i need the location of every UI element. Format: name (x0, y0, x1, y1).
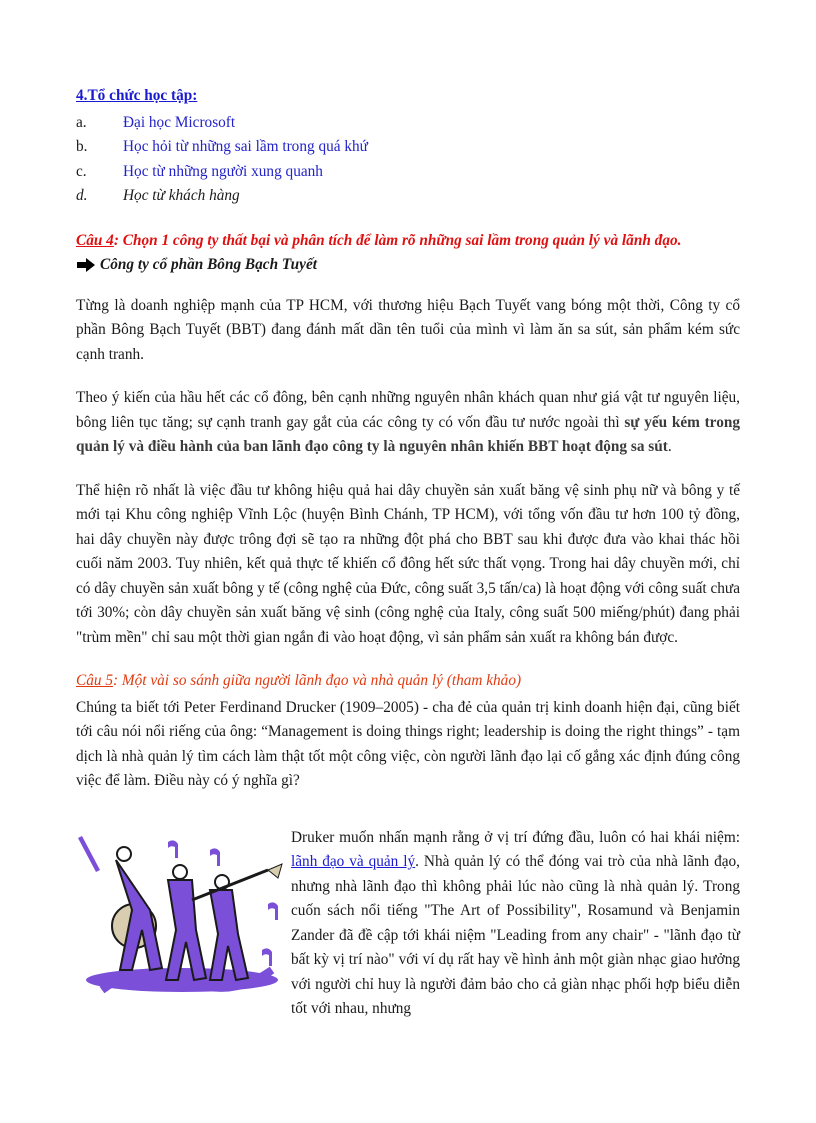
document-page (76, 84, 740, 1037)
list-item: d. Học từ khách hàng (76, 187, 240, 204)
learning-list (76, 111, 740, 209)
question-4 (76, 229, 740, 254)
arrow-right-icon (76, 257, 96, 273)
section-heading: 4.Tổ chức học tập: (76, 87, 198, 104)
paragraph-2: Theo ý kiến của hầu hết các cổ đông, bên cạnh những nguyên nhân khách quan như giá vật tư nguyên liệu, bông liên tục tăng; sự cạnh tranh gay gắt của các công ty có vốn đầu tư nước ngoài thì sự yếu kém trong quản lý và điều hành của ban lãnh đạo công ty là nguyên nhân khiến BBT hoạt động sa sút. (76, 389, 740, 455)
paragraph-3: Thể hiện rõ nhất là việc đầu tư không hiệu quả hai dây chuyền sản xuất băng vệ sinh phụ nữ và bông y tế mới tại Khu công nghiệp Vĩnh Lộc (huyện Bình Chánh, TP HCM), với tổng vốn đầu tư hơn 100 tỷ đồng, hai dây chuyền này được trông đợi sẽ tạo ra những đột phá cho BBT sau khi được đưa vào khai thác hồi cuối năm 2003. Tuy nhiên, kết quả thực tế khiến cổ đông hết sức thất vọng. Trong hai dây chuyền mới, chỉ có dây chuyền sản xuất bông y tế (công nghệ của Đức, công suất 3,5 tấn/ca) là hoạt động với công suất chưa tới 30%; còn dây chuyền sản xuất băng vệ sinh (công nghệ của Italy, công suất 500 miếng/phút) đang phải "trùm mền" chỉ sau một thời gian ngắn đi vào hoạt động, vì sản phẩm sản xuất ra không bán được. (76, 481, 740, 646)
question-5 (76, 669, 740, 694)
question-4-text: : Chọn 1 công ty thất bại và phân tích để làm rõ những sai lầm trong quản lý và lãnh đạo. (113, 231, 682, 249)
list-item: b. Học hỏi từ những sai lầm trong quá khứ (76, 138, 368, 155)
question-4-label: Câu 4 (76, 231, 114, 249)
figure-section (76, 826, 740, 1022)
paragraph-1: Từng là doanh nghiệp mạnh của TP HCM, với thương hiệu Bạch Tuyết vang bóng một thời, Công ty cổ phần Bông Bạch Tuyết (BBT) đang đánh mất dần tên tuổi của mình vì làm ăn sa sút, sản phẩm kém sức cạnh tranh. (76, 296, 740, 363)
bold-emphasis: sự yếu kém trong quản lý và điều hành của ban lãnh đạo công ty là nguyên nhân khiến BBT hoạt động sa sút (76, 413, 740, 455)
paragraph-4: Chúng ta biết tới Peter Ferdinand Drucker (1909–2005) - cha đẻ của quản trị kinh doanh hiện đại, cũng biết tới câu nói nổi riếng của ông: “Management is doing things right; leadership is doing the right things” - tạm dịch là nhà quản lý tìm cách làm thật tốt một công việc, còn người lãnh đạo lại cố gắng xác định đúng công việc để làm. Điều này có ý nghĩa gì? (76, 698, 740, 789)
inline-link[interactable]: lãnh đạo và quản lý (291, 853, 416, 870)
paragraph-5: Druker muốn nhấn mạnh rằng ở vị trí đứng đầu, luôn có hai khái niệm: lãnh đạo và quản lý. Nhà quản lý có thể đóng vai trò của nhà lãnh đạo, nhưng nhà lãnh đạo thì không phải lúc nào cũng là nhà quản lý. Trong cuốn sách nổi tiếng "The Art of Possibility", Rosamund và Benjamin Zander đã đề cập tới khái niệm "Leading from any chair" - "lãnh đạo từ bất kỳ vị trí nào" với ví dụ rất hay về hình ảnh một giàn nhạc giao hưởng với người chỉ huy là người đảm bảo cho cả giàn nhạc phối hợp biểu diễn tốt với nhau, nhưng (291, 828, 741, 1017)
question-5-label: Câu 5 (76, 672, 113, 689)
answer-title-line (76, 253, 740, 278)
list-item: c. Học từ những người xung quanh (76, 162, 323, 180)
list-item: a. Đại học Microsoft (76, 113, 236, 131)
question-5-title: : Một vài so sánh giữa người lãnh đạo và nhà quản lý (tham khảo) (112, 672, 522, 689)
answer-title: Công ty cổ phần Bông Bạch Tuyết (100, 256, 318, 273)
marching-band-clipart (72, 830, 288, 998)
